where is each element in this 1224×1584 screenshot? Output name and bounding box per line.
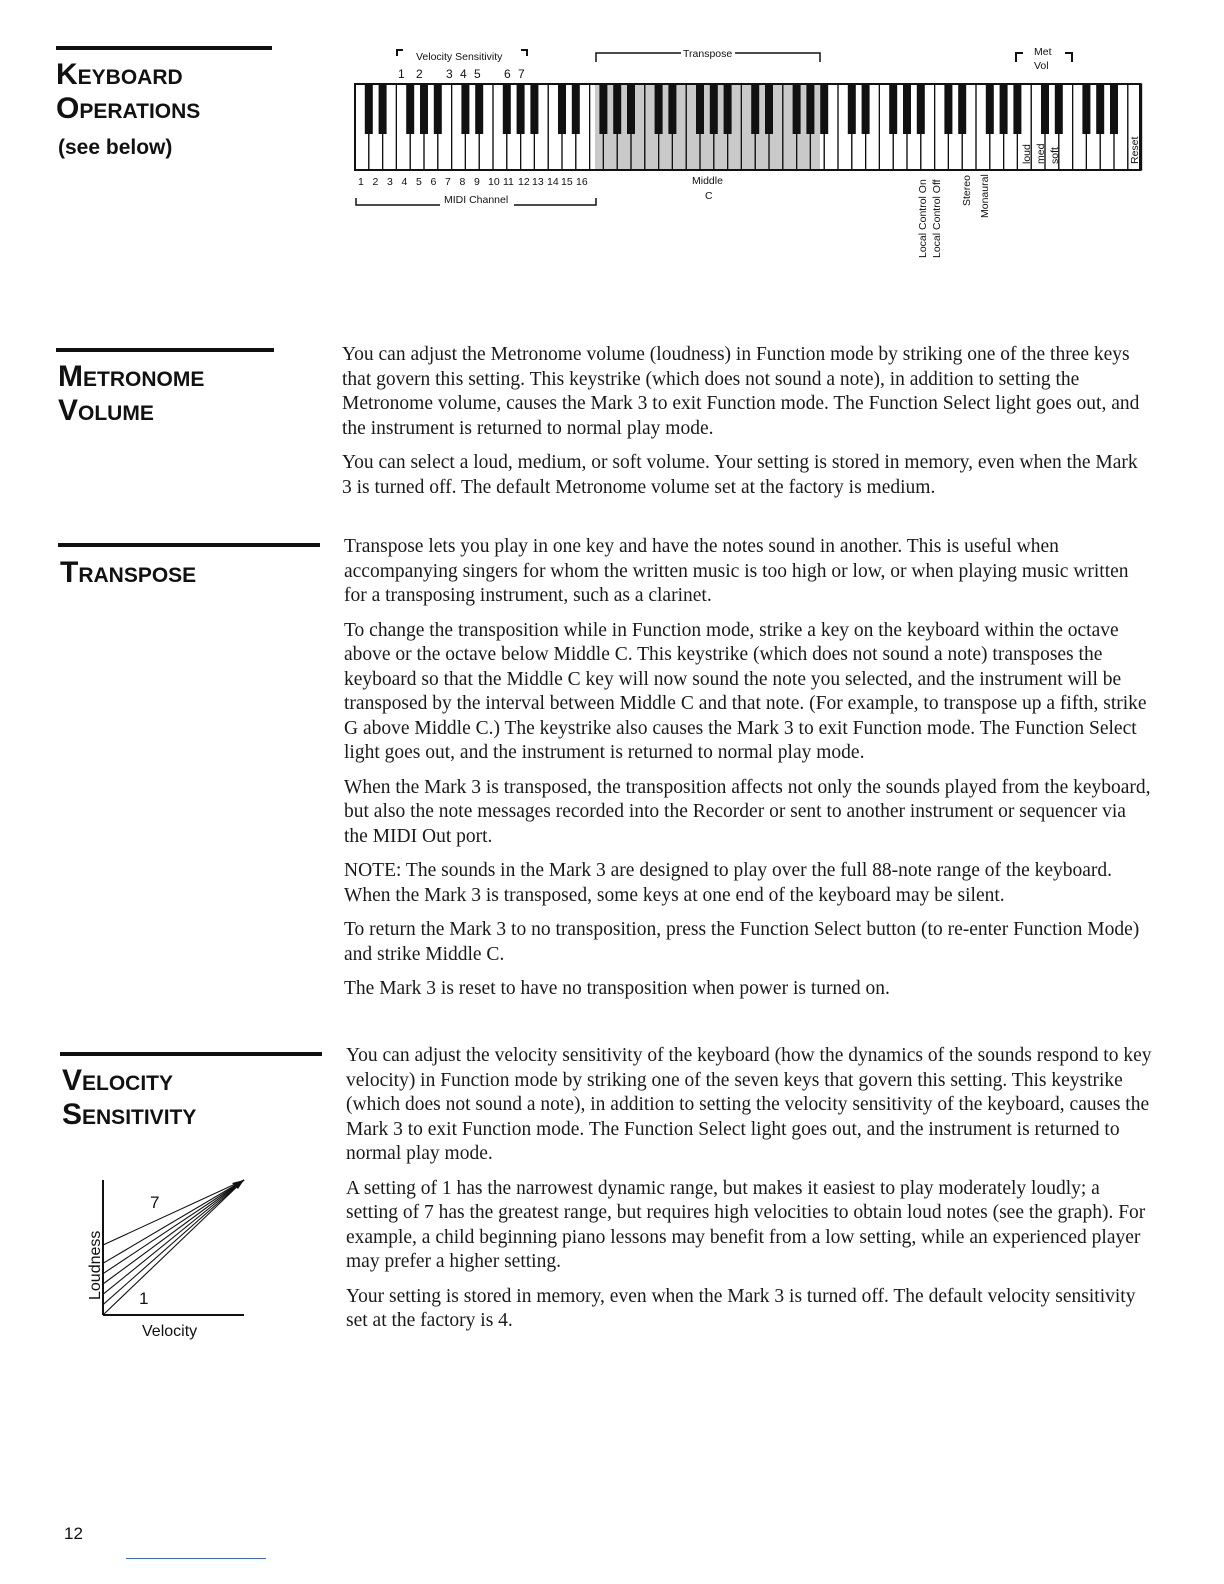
midi-channel-number: 15 bbox=[561, 176, 573, 188]
velocity-number: 5 bbox=[474, 67, 481, 81]
graph-label-7: 7 bbox=[150, 1193, 160, 1212]
middle-c-note: C bbox=[705, 190, 713, 202]
midi-channel-number: 5 bbox=[416, 176, 422, 188]
black-key bbox=[862, 84, 870, 134]
black-key bbox=[503, 84, 511, 134]
local-control-off-label: Local Control Off bbox=[931, 179, 943, 258]
vol-label: Vol bbox=[1034, 60, 1049, 72]
black-key bbox=[710, 84, 718, 134]
black-key bbox=[613, 84, 621, 134]
black-key bbox=[572, 84, 580, 134]
black-key bbox=[917, 84, 925, 134]
midi-channel-number: 13 bbox=[532, 176, 544, 188]
black-key bbox=[379, 84, 387, 134]
paragraph: A setting of 1 has the narrowest dynamic range, but makes it easiest to play moderately loudly; a setting of 7 has the greatest range, but requires high velocities to obtain loud notes (see the graph). For example, a child beginning piano lessons may benefit from a low setting, while an experienced player may prefer a higher setting. bbox=[346, 1177, 1146, 1272]
section-rule bbox=[58, 543, 320, 547]
velocity-curve-1 bbox=[103, 1180, 244, 1245]
transpose-body bbox=[344, 535, 1154, 1012]
black-key bbox=[820, 84, 828, 134]
black-key bbox=[1013, 84, 1021, 134]
velocity-number: 4 bbox=[460, 67, 467, 81]
med-key-label: med bbox=[1035, 143, 1047, 164]
black-key bbox=[1055, 84, 1063, 134]
midi-channel-number: 11 bbox=[503, 176, 514, 188]
velocity-number: 2 bbox=[416, 67, 423, 81]
black-key bbox=[668, 84, 676, 134]
section-rule bbox=[56, 46, 272, 50]
midi-channel-number: 14 bbox=[547, 176, 559, 188]
paragraph: You can adjust the Metronome volume (loudness) in Function mode by striking one of the three keys that govern this setting. This keystrike (which does not sound a note), in addition to setting the Metronome volume, causes the Mark 3 to exit Function mode. The Function Select light goes out, and the instrument is returned to normal play mode. bbox=[342, 344, 1140, 439]
paragraph: To change the transposition while in Function mode, strike a key on the keyboard within the octave above or the octave below Middle C. This keystrike (which does not sound a note) transposes the keyboard so that the Middle C key will now sound the note you selected, and the instrument will be transposed by the interval between Middle C and that note. (For example, to transpose up a fifth, strike G above Middle C.) The keystrike also causes the Mark 3 to exit Function mode. The Function Select light goes out, and the instrument is returned to normal play mode. bbox=[344, 619, 1147, 763]
black-key bbox=[944, 84, 952, 134]
black-key bbox=[627, 84, 635, 134]
midi-channel-label: MIDI Channel bbox=[444, 194, 509, 206]
black-key bbox=[696, 84, 704, 134]
black-key bbox=[986, 84, 994, 134]
velocity-curve-7 bbox=[103, 1180, 244, 1315]
black-key bbox=[806, 84, 814, 134]
graph-xlabel: Velocity bbox=[142, 1323, 198, 1340]
black-key bbox=[365, 84, 373, 134]
midi-channel-number: 16 bbox=[576, 176, 588, 188]
paragraph: Transpose lets you play in one key and have the notes sound in another. This is useful when accompanying singers for whom the written music is too high or low, or when playing music written for a transposing instrument, such as a clarinet. bbox=[344, 536, 1129, 606]
velocity-curve-3 bbox=[103, 1180, 244, 1274]
reset-key-label: Reset bbox=[1129, 136, 1141, 164]
metronome-volume-body bbox=[342, 343, 1152, 510]
soft-key-label: soft bbox=[1049, 147, 1061, 164]
section-rule bbox=[60, 1052, 322, 1056]
transpose-heading: Transpose bbox=[60, 556, 197, 589]
paragraph: The Mark 3 is reset to have no transposition when power is turned on. bbox=[344, 978, 890, 999]
paragraph: NOTE: The sounds in the Mark 3 are designed to play over the full 88-note range of the keyboard. When the Mark 3 is transposed, some keys at one end of the keyboard may be silent. bbox=[344, 860, 1113, 906]
midi-channel-number: 10 bbox=[488, 176, 500, 188]
middle-c-label: Middle bbox=[692, 175, 723, 187]
velocity-graph bbox=[78, 1170, 258, 1345]
velocity-sensitivity-label: Velocity Sensitivity bbox=[416, 51, 503, 63]
black-key bbox=[406, 84, 414, 134]
paragraph: You can adjust the velocity sensitivity of the keyboard (how the dynamics of the sounds respond to key velocity) in Function mode by striking one of the seven keys that govern this setting. This keystrike (which does not sound a note), in addition to setting the velocity sensitivity of the keyboard, causes the Mark 3 to exit Function mode. The Function Select light goes out, and the instrument is returned to normal play mode. bbox=[346, 1045, 1152, 1164]
midi-channel-number: 9 bbox=[474, 176, 480, 188]
velocity-number: 6 bbox=[504, 67, 511, 81]
black-key bbox=[655, 84, 663, 134]
black-key bbox=[1041, 84, 1049, 134]
keyboard-diagram bbox=[340, 38, 1150, 273]
metronome-volume-heading: Metronome Volume bbox=[58, 360, 205, 427]
velocity-number: 1 bbox=[398, 67, 405, 81]
graph-ylabel: Loudness bbox=[87, 1230, 104, 1300]
midi-channel-number: 8 bbox=[459, 176, 466, 188]
black-key bbox=[1082, 84, 1090, 134]
paragraph: When the Mark 3 is transposed, the transposition affects not only the sounds played from the keyboard, but also the note messages recorded into the Recorder or sent to another instrument or sequencer via the MIDI Out port. bbox=[344, 776, 1151, 847]
monaural-label: Monaural bbox=[979, 174, 991, 218]
loud-key-label: loud bbox=[1021, 144, 1033, 164]
midi-channel-number: 4 bbox=[401, 176, 408, 188]
black-key bbox=[903, 84, 911, 134]
black-key bbox=[530, 84, 538, 134]
velocity-sensitivity-heading: Velocity Sensitivity bbox=[62, 1064, 197, 1131]
met-label: Met bbox=[1034, 46, 1052, 58]
paragraph: You can select a loud, medium, or soft volume. Your setting is stored in memory, even when the Mark 3 is turned off. The default Metronome volume set at the factory is medium. bbox=[342, 452, 1138, 498]
black-key bbox=[1110, 84, 1118, 134]
velocity-curve-4 bbox=[103, 1180, 244, 1284]
local-control-on-label: Local Control On bbox=[917, 179, 929, 258]
black-key bbox=[517, 84, 525, 134]
black-key bbox=[751, 84, 759, 134]
midi-channel-number: 2 bbox=[372, 176, 379, 188]
black-key bbox=[1096, 84, 1104, 134]
midi-channel-number: 3 bbox=[387, 176, 393, 188]
keyboard-operations-heading: Keyboard Operations bbox=[56, 58, 201, 125]
velocity-curve-2 bbox=[103, 1180, 244, 1263]
black-key bbox=[434, 84, 442, 134]
black-key bbox=[793, 84, 801, 134]
midi-channel-number: 12 bbox=[518, 176, 530, 188]
black-key bbox=[1000, 84, 1008, 134]
midi-channel-number: 1 bbox=[358, 176, 364, 188]
paragraph: To return the Mark 3 to no transposition, press the Function Select button (to re-enter Function Mode) and strike Middle C. bbox=[344, 919, 1140, 965]
transpose-label: Transpose bbox=[683, 48, 733, 60]
black-key bbox=[958, 84, 966, 134]
black-key bbox=[475, 84, 483, 134]
black-key bbox=[558, 84, 566, 134]
footer-line bbox=[126, 1558, 266, 1559]
keyboard-operations-subtitle: (see below) bbox=[58, 136, 173, 159]
black-key bbox=[889, 84, 897, 134]
midi-channel-number: 7 bbox=[445, 176, 451, 188]
graph-label-1: 1 bbox=[139, 1289, 149, 1308]
black-key bbox=[599, 84, 607, 134]
midi-channel-number: 6 bbox=[430, 176, 437, 188]
black-key bbox=[765, 84, 773, 134]
black-key bbox=[848, 84, 856, 134]
black-key bbox=[461, 84, 469, 134]
velocity-number: 7 bbox=[518, 67, 525, 81]
stereo-label: Stereo bbox=[961, 175, 973, 206]
velocity-sensitivity-body bbox=[346, 1044, 1154, 1344]
black-key bbox=[724, 84, 732, 134]
velocity-curve-6 bbox=[103, 1180, 244, 1305]
black-key bbox=[420, 84, 428, 134]
paragraph: Your setting is stored in memory, even when the Mark 3 is turned off. The default velocity sensitivity set at the factory is 4. bbox=[346, 1285, 1136, 1331]
section-rule bbox=[56, 348, 274, 352]
velocity-number: 3 bbox=[446, 67, 453, 81]
page-number: 12 bbox=[64, 1524, 83, 1543]
velocity-curve-5 bbox=[103, 1180, 244, 1294]
